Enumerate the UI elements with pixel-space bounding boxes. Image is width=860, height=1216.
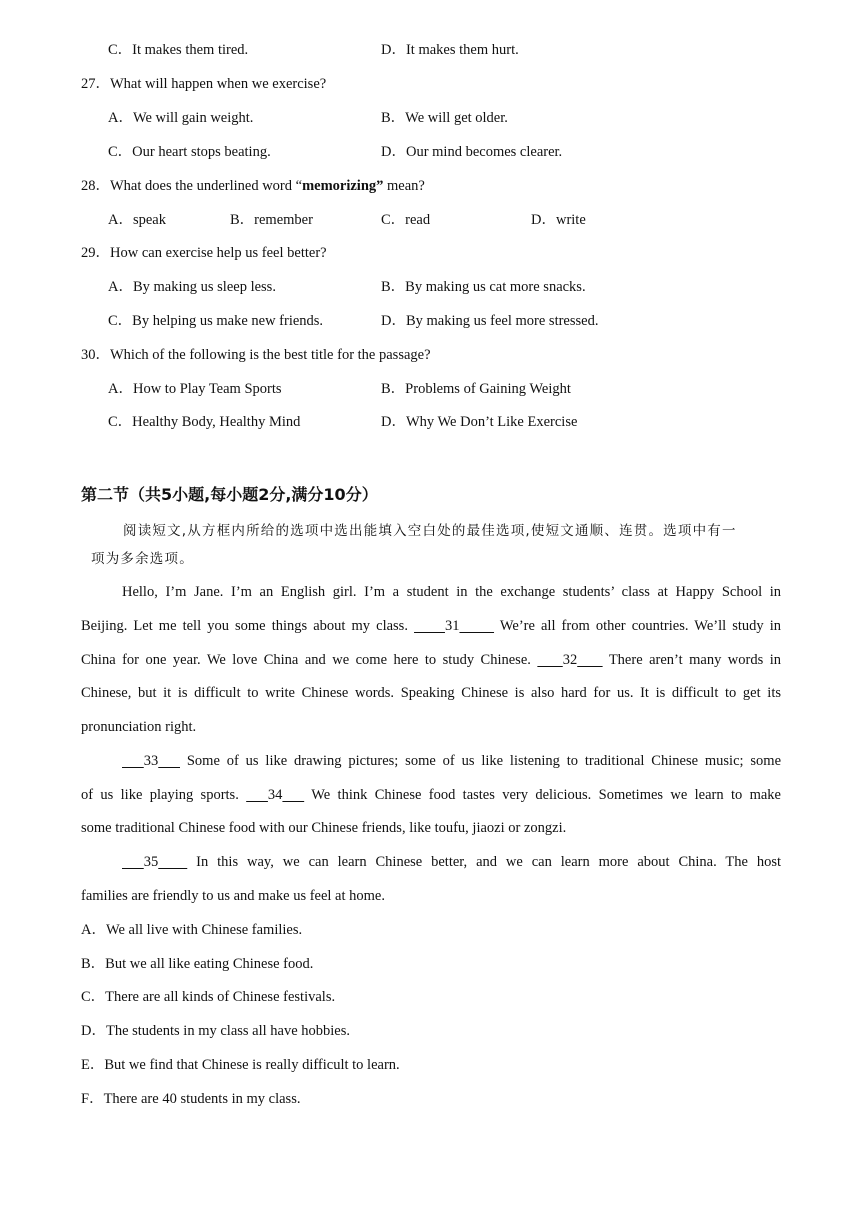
q30-option-a: A．How to Play Team Sports	[108, 381, 282, 397]
q28-option-d: D．write	[531, 212, 586, 228]
passage-p2-line1: 33 Some of us like drawing pictures; some of us like listening to traditional Chinese music; some	[122, 751, 781, 771]
passage-p1-line5: pronunciation right.	[81, 719, 197, 735]
blank-31[interactable]: 31	[444, 618, 460, 634]
passage-p2-line3: some traditional Chinese food with our Chinese friends, like toufu, jiaozi or zongzi.	[81, 820, 567, 836]
q27-stem: 27．What will happen when we exercise?	[81, 76, 327, 92]
q30-option-d: D．Why We Don’t Like Exercise	[381, 414, 578, 430]
q29-option-b: B．By making us cat more snacks.	[381, 279, 586, 295]
q28-option-b: B．remember	[230, 212, 313, 228]
q27-option-b: B．We will get older.	[381, 110, 508, 126]
passage-p1-line3: China for one year. We love China and we come here to study Chinese. 32 There aren’t many words in	[81, 652, 781, 668]
q28-stem: 28．What does the underlined word “memorizing” mean?	[81, 178, 425, 194]
passage-p1-line1: Hello, I’m Jane. I’m an English girl. I’m a student in the exchange students’ class at Happy School in	[122, 584, 781, 600]
q26-option-c: C．It makes them tired.	[108, 42, 249, 58]
passage-p1-line4: Chinese, but it is difficult to write Chinese words. Speaking Chinese is also hard for us. It is difficult to get its	[81, 685, 781, 701]
blank-34[interactable]: 34	[267, 787, 283, 803]
q27-option-a: A．We will gain weight.	[108, 110, 254, 126]
choice-b: B．But we all like eating Chinese food.	[81, 956, 314, 972]
q27-option-d: D．Our mind becomes clearer.	[381, 144, 563, 160]
q28-keyword: memorizing”	[302, 178, 384, 194]
choice-c: C．There are all kinds of Chinese festivals.	[81, 989, 336, 1005]
choice-e: E．But we find that Chinese is really difficult to learn.	[81, 1057, 400, 1073]
passage-p3-line1: 35 In this way, we can learn Chinese better, and we can learn more about China. The host	[122, 852, 781, 872]
section2-heading: 第二节（共5小题,每小题2分,满分10分）	[81, 485, 378, 504]
q30-option-c: C．Healthy Body, Healthy Mind	[108, 414, 301, 430]
q27-option-c: C．Our heart stops beating.	[108, 144, 271, 160]
choice-f: F．There are 40 students in my class.	[81, 1091, 301, 1107]
choice-a: A．We all live with Chinese families.	[81, 922, 303, 938]
section2-instruction-line2: 项为多余选项。	[91, 551, 194, 567]
q29-stem: 29．How can exercise help us feel better?	[81, 245, 327, 261]
section2-instruction-line1: 阅读短文,从方框内所给的选项中选出能填入空白处的最佳选项,使短文通顺、连贯。选项中有一	[123, 523, 737, 539]
q29-option-d: D．By making us feel more stressed.	[381, 313, 599, 329]
q29-option-a: A．By making us sleep less.	[108, 279, 276, 295]
choice-d: D．The students in my class all have hobbies.	[81, 1023, 351, 1039]
q30-option-b: B．Problems of Gaining Weight	[381, 381, 571, 397]
q30-stem: 30．Which of the following is the best title for the passage?	[81, 347, 431, 363]
passage-p3-line2: families are friendly to us and make us feel at home.	[81, 888, 385, 904]
passage-p2-line2: of us like playing sports. 34 We think Chinese food tastes very delicious. Sometimes we learn to make	[81, 787, 781, 803]
q26-option-d: D．It makes them hurt.	[381, 42, 519, 58]
q28-option-a: A．speak	[108, 212, 166, 228]
q29-option-c: C．By helping us make new friends.	[108, 313, 324, 329]
q28-option-c: C．read	[381, 212, 431, 228]
passage-p1-line2: Beijing. Let me tell you some things about my class. 31 We’re all from other countries. We’ll study in	[81, 618, 781, 634]
blank-33[interactable]: 33	[143, 753, 159, 769]
blank-35[interactable]: 35	[143, 854, 159, 870]
blank-32[interactable]: 32	[562, 652, 578, 668]
